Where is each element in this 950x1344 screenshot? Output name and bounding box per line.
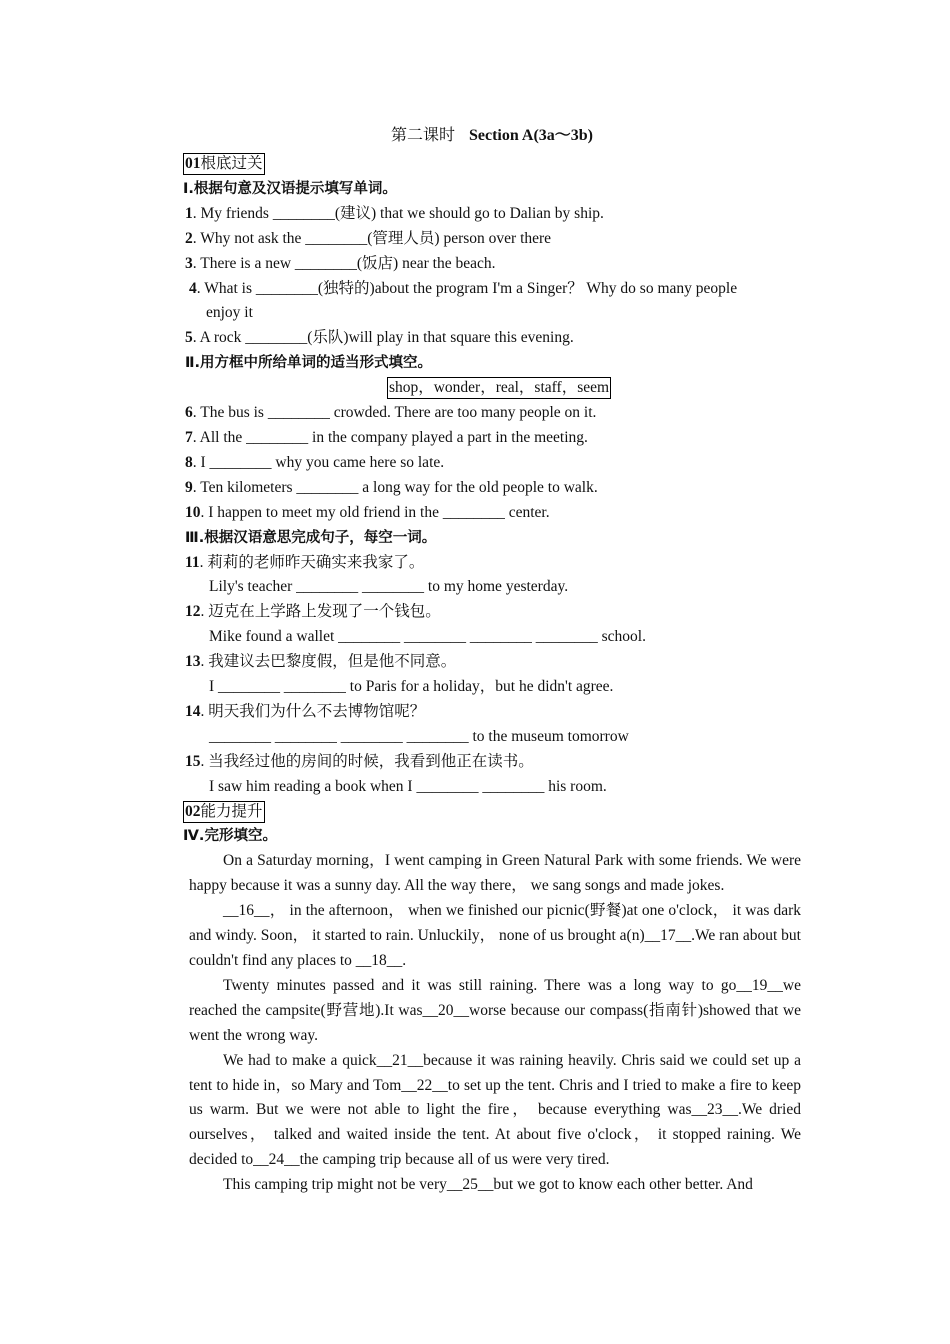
question-number: 12 [185,603,201,621]
question-chinese: . 我建议去巴黎度假，但是他不同意。 [200,653,457,671]
word-box: shop，wonder，real，staff，seem [387,377,611,399]
question-6 [183,401,801,426]
question-number: 1 [185,204,193,222]
section-2-number: 02 [185,802,201,820]
question-number: 7 [185,428,193,446]
question-number: 3 [185,254,193,272]
question-chinese: . 明天我们为什么不去博物馆呢？ [200,702,426,720]
section-2-label [183,801,265,823]
question-text: . There is a new ________(饭店) near the beach. [192,254,496,272]
question-chinese: . 莉莉的老师昨天确实来我家了。 [199,553,425,571]
cloze-paragraph-3: Twenty minutes passed and it was still raining. There was a long way to go__19__we reached the campsite(野营地).It was__20__worse because our compass(指南针)showed that we went the wrong way. [189,976,801,1044]
lesson-title [183,124,801,150]
question-text-continued: enjoy it [206,304,253,322]
question-chinese: . 当我经过他的房间的时候，我看到他正在读书。 [200,752,534,770]
question-text: . I happen to meet my old friend in the ________ center. [200,503,550,521]
part-1-heading: Ⅰ.根据句意及汉语提示填写单词。 [183,180,397,197]
section-2-text: 能力提升 [200,802,263,820]
question-1 [183,202,801,227]
question-text: . I ________ why you came here so late. [192,453,445,471]
title-en: Section A(3a～3b) [469,127,594,144]
question-number: 11 [185,553,200,571]
question-text: . Ten kilometers ________ a long way for the old people to walk. [192,478,598,496]
question-15-english: I saw him reading a book when I ________ ________ his room. [209,777,607,795]
question-text: . The bus is ________ crowded. There are too many people on it. [192,404,597,422]
section-1-number: 01 [185,155,201,172]
part-2-heading: Ⅱ.用方框中所给单词的适当形式填空。 [185,355,433,372]
question-number: 4 [189,279,197,297]
section-1-row [183,152,801,177]
question-11-english: Lily's teacher ________ ________ to my home yesterday. [209,578,569,596]
question-5 [183,326,801,351]
part-4-heading: Ⅳ.完形填空。 [183,828,277,845]
title-cn: 第二课时 [390,127,455,144]
question-number: 10 [185,503,201,521]
question-4 [183,277,801,302]
question-11 [183,551,801,576]
worksheet-content [183,124,801,1198]
section-1-text: 根底过关 [200,155,263,172]
question-number: 14 [185,702,201,720]
question-14 [183,700,801,725]
question-12 [183,600,801,625]
question-text: . A rock ________(乐队)will play in that square this evening. [192,329,574,347]
question-text: . All the ________ in the company played a part in the meeting. [192,428,588,446]
question-2 [183,227,801,252]
question-number: 5 [185,329,193,347]
question-number: 8 [185,453,193,471]
question-12-english: Mike found a wallet ________ ________ ________ ________ school. [209,628,646,646]
question-10 [183,501,801,526]
question-14-english: ________ ________ ________ ________ to the museum tomorrow [209,727,629,745]
question-number: 6 [185,404,193,422]
question-9 [183,476,801,501]
word-box-row [183,376,801,401]
question-text: . My friends ________(建议) that we should go to Dalian by ship. [192,204,604,222]
question-chinese: . 迈克在上学路上发现了一个钱包。 [200,603,441,621]
section-2-row [183,800,801,825]
question-15 [183,750,801,775]
cloze-paragraph-4: We had to make a quick__21__because it was raining heavily. Chris said we could set up a tent to hide in，so Mary and Tom__22__to set up the tent. Chris and I tried to make a fire to keep us warm. But we were not able to light the fire， because everything was__23__.We dried ourselves， talked and waited inside the tent. At about five o'clock， it stopped raining. We decided to__24__the camping trip because all of us were very tired. [189,1051,801,1169]
question-3 [183,252,801,277]
cloze-paragraph-1: On a Saturday morning，I went camping in Green Natural Park with some friends. We were happy because it was a sunny day. All the way there， we sang songs and made jokes. [189,852,801,895]
question-13-english: I ________ ________ to Paris for a holiday，but he didn't agree. [209,678,614,696]
question-4-continued [183,301,801,326]
question-7 [183,426,801,451]
question-number: 2 [185,229,193,247]
question-text: . What is ________(独特的)about the program I'm a Singer？ Why do so many people [196,279,738,297]
question-number: 9 [185,478,193,496]
question-number: 15 [185,752,201,770]
cloze-paragraph-5: This camping trip might not be very__25__but we got to know each other better. And [223,1176,753,1194]
section-1-label [183,153,265,175]
cloze-paragraph-2: __16__， in the afternoon， when we finished our picnic(野餐)at one o'clock， it was dark and windy. Soon， it started to rain. Unluckily， none of us brought a(n)__17__.We ran about but couldn't find any places to __18__. [189,902,801,969]
question-8 [183,451,801,476]
question-13 [183,650,801,675]
question-text: . Why not ask the ________(管理人员) person over there [192,229,552,247]
question-number: 13 [185,653,201,671]
part-3-heading: Ⅲ.根据汉语意思完成句子，每空一词。 [185,529,437,546]
